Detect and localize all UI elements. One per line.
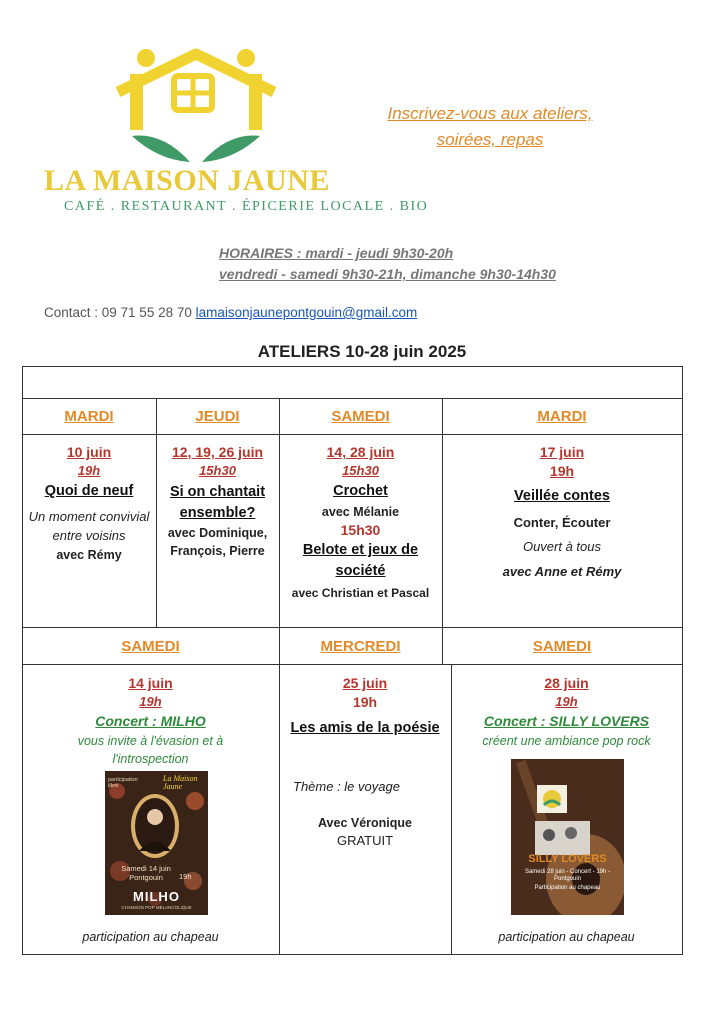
event-host-block [281, 815, 449, 849]
event-veillee-contes [444, 443, 680, 581]
day-mercredi: MERCREDI [320, 638, 401, 655]
event-theme: Thème : le voyage [293, 779, 400, 794]
hours-line2: vendredi - samedi 9h30-21h, dimanche 9h30-14h30 [219, 266, 556, 282]
tagline-line2: soirées, repas [436, 130, 544, 149]
event-desc: Ouvert à tous [522, 538, 602, 554]
event-time: 15h30 [342, 462, 379, 478]
event-host: Avec Véronique [317, 816, 412, 830]
event-date: 12, 19, 26 juin [171, 444, 264, 460]
event-title: Les amis de la poésie [290, 719, 440, 736]
event-chant [158, 443, 277, 560]
event-crochet-belote [281, 443, 440, 602]
event-title: Si on chantait ensemble? [169, 484, 266, 521]
event-host-2: avec Christian et Pascal [291, 585, 430, 600]
event-concert-milho [24, 674, 277, 768]
day-samedi-1: SAMEDI [331, 408, 390, 425]
event-title: Veillée contes [514, 487, 610, 504]
event-date: 28 juin [544, 675, 589, 691]
event-free: GRATUIT [336, 832, 394, 848]
poster-date: Samedi 14 juin Pontgouin [121, 864, 171, 882]
event-date: 14 juin [128, 675, 173, 691]
contact-phone: Contact : 09 71 55 28 70 [44, 305, 192, 320]
event-date: 17 juin [539, 444, 585, 460]
logo-title: LA MAISON JAUNE [44, 164, 330, 197]
event-quoi-de-neuf [24, 443, 154, 564]
event-desc: vous invite à l'évasion et à l'introspection [77, 734, 224, 766]
poster-venue: La Maison Jaune [163, 774, 198, 791]
hours-line1: HORAIRES : mardi - jeudi 9h30-20h [219, 245, 454, 261]
event-desc: créent une ambiance pop rock [482, 734, 651, 749]
poster-date: Samedi 28 juin - Concert - 19h - Pontgouin [524, 869, 611, 882]
silly-lovers-poster-image [511, 759, 624, 915]
event-time: 19h [77, 462, 101, 478]
event-date: 25 juin [342, 675, 388, 691]
page-title: ATELIERS 10-28 juin 2025 [257, 342, 467, 361]
event-time: 19h [549, 462, 575, 479]
event-time: 19h [139, 693, 162, 709]
event-time: 19h [555, 693, 578, 709]
event-desc: Un moment convivial entre voisins [28, 509, 150, 543]
event-title: Quoi de neuf [44, 483, 134, 500]
milho-poster-image [105, 771, 208, 915]
poster-name: MILHO [133, 889, 180, 904]
house-hands-logo-icon [108, 46, 284, 168]
poster-time: 19h [179, 872, 192, 881]
event-amis-poesie [281, 674, 449, 738]
event-title: Crochet [333, 483, 388, 500]
event-host: avec Rémy [56, 547, 122, 562]
event-participation: participation au chapeau [498, 930, 635, 944]
event-host: avec Anne et Rémy [502, 564, 622, 580]
contact-email-link[interactable]: lamaisonjaunepontgouin@gmail.com [195, 305, 418, 320]
day-jeudi: JEUDI [195, 408, 240, 425]
event-title: Concert : MILHO [95, 713, 206, 730]
tagline-line1: Inscrivez-vous aux ateliers, [387, 104, 593, 123]
poster-sub: Participation au chapeau [534, 885, 601, 891]
event-title: Concert : SILLY LOVERS [483, 713, 650, 730]
day-mardi-1: MARDI [64, 408, 114, 425]
event-time: 19h [352, 693, 378, 710]
poster-side-text: participation libre [108, 777, 138, 790]
event-subtitle: Conter, Écouter [513, 515, 611, 531]
event-time-2: 15h30 [340, 521, 381, 538]
event-host: avec Dominique, François, Pierre [167, 526, 268, 558]
logo-subtitle: CAFÉ . RESTAURANT . ÉPICERIE LOCALE . BIO [64, 199, 429, 214]
guitar-background-icon [511, 759, 624, 915]
poster-style: CHANSON POP MÉLANCOLIQUE [121, 905, 192, 910]
event-participation: participation au chapeau [82, 930, 219, 944]
event-time: 15h30 [199, 462, 236, 478]
poster-name: SILLY LOVERS [528, 853, 607, 865]
day-samedi-2: SAMEDI [121, 638, 180, 655]
day-samedi-3: SAMEDI [532, 638, 592, 655]
contact-line [44, 305, 417, 320]
event-date: 10 juin [66, 444, 112, 460]
day-mardi-2: MARDI [537, 408, 587, 425]
event-date: 14, 28 juin [326, 444, 395, 460]
event-host: avec Mélanie [321, 505, 400, 519]
event-title-2: Belote et jeux de société [302, 541, 419, 579]
event-concert-silly-lovers [453, 674, 680, 750]
